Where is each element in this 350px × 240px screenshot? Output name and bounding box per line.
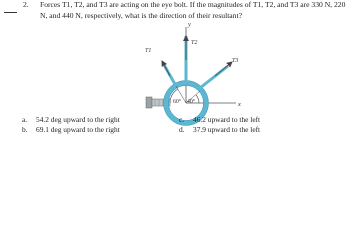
choice-c[interactable] — [179, 115, 260, 124]
choice-text: 54.2 deg upward to the right — [36, 115, 120, 124]
choice-letter: d. — [179, 125, 185, 134]
angle-left-label: 60° — [173, 99, 182, 105]
t3-cable — [200, 66, 228, 88]
t1-label: T1 — [145, 48, 152, 54]
choice-d[interactable] — [179, 125, 260, 134]
choice-letter: b. — [22, 125, 28, 134]
choice-letter: a. — [22, 115, 28, 124]
y-axis-label: y — [188, 21, 191, 28]
x-axis-label: x — [238, 101, 241, 108]
choice-letter: c. — [179, 115, 185, 124]
choice-b[interactable] — [22, 125, 120, 134]
angle-arc-right — [196, 95, 199, 103]
choice-text: 37.9 upward to the left — [193, 125, 261, 134]
t2-label: T2 — [191, 40, 198, 46]
question-text: Forces T1, T2, and T3 are acting on the eye bolt. If the magnitudes of T1, T2, and T3 are 330 N, 220 N, and 440 N, respectively, what is the direction of their resultant? — [40, 0, 346, 20]
choice-text: 69.1 deg upward to the right — [36, 125, 120, 134]
question-number: 2. — [23, 0, 29, 9]
choice-a[interactable] — [22, 115, 120, 124]
angle-right-label: 40° — [187, 99, 196, 105]
t3-label: T3 — [232, 58, 239, 64]
choice-text: 46.2 upward to the left — [193, 115, 261, 124]
wall-plate — [146, 97, 152, 108]
